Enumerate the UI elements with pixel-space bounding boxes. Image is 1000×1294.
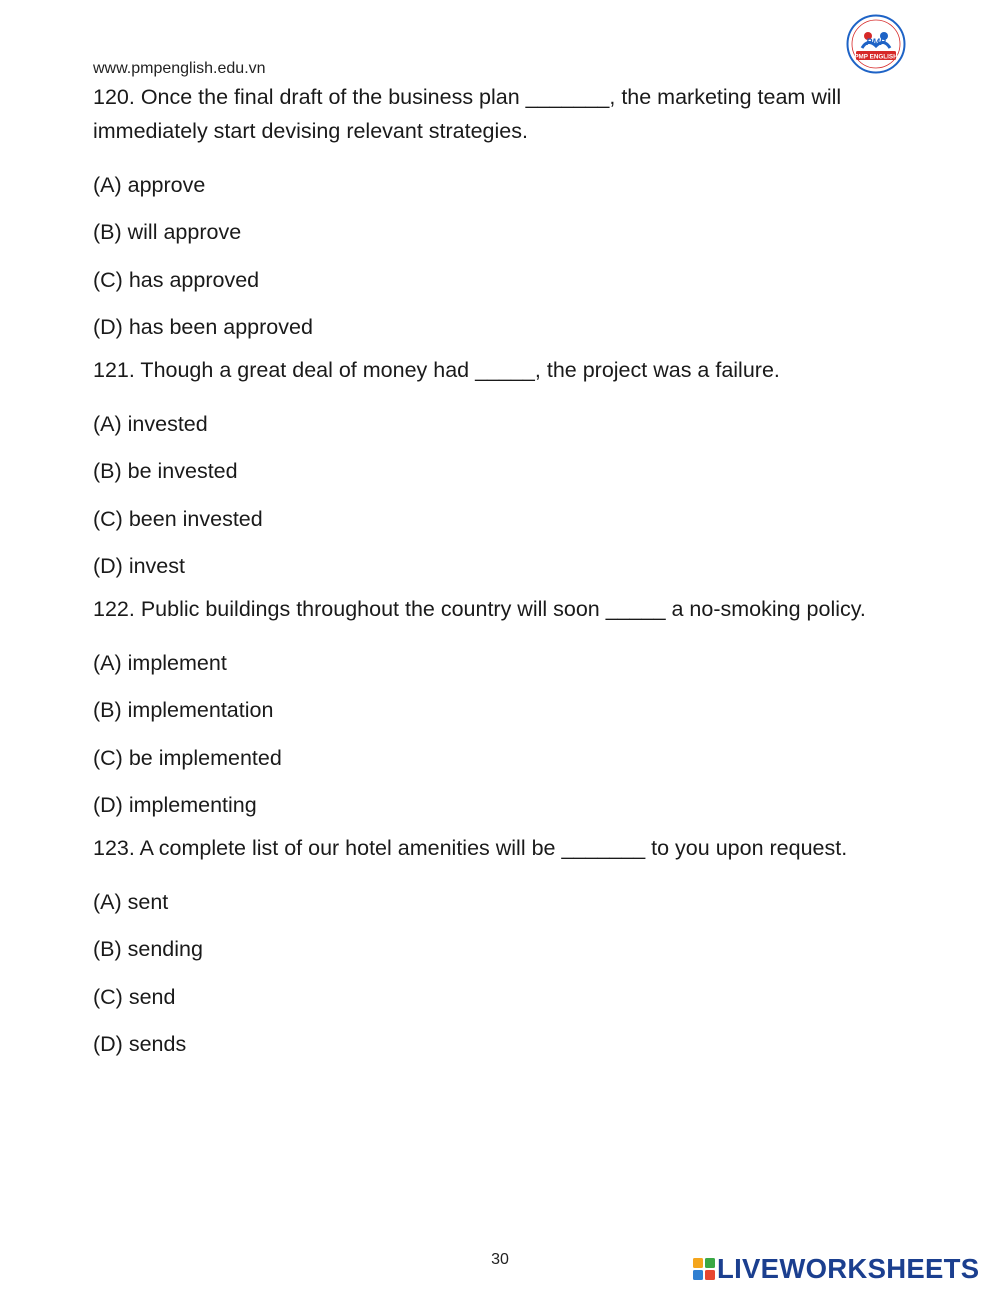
question-text: 123. A complete list of our hotel amenities will be _______ to you upon request. [93, 836, 848, 860]
option-a: (A) sent [93, 889, 169, 914]
svg-text:PMP ENGLISH: PMP ENGLISH [854, 53, 898, 61]
option-c: (C) has approved [93, 267, 260, 292]
liveworksheets-brand [693, 1254, 979, 1284]
option-a: (A) approve [93, 172, 206, 197]
brand-name: LIVEWORKSHEETS [717, 1253, 980, 1284]
question-121 [93, 353, 923, 590]
question-text: 121. Though a great deal of money had _____, the project was a failure. [93, 358, 780, 382]
question-120 [93, 80, 923, 351]
pmp-english-logo [846, 14, 906, 74]
option-b: (B) sending [93, 937, 203, 962]
option-d: (D) implementing [93, 793, 257, 818]
option-b: (B) implementation [93, 698, 274, 723]
page-number: 30 [491, 1251, 509, 1268]
question-122 [93, 592, 923, 829]
question-123 [93, 831, 923, 1068]
option-b: (B) be invested [93, 459, 238, 484]
option-d: (D) sends [93, 1032, 187, 1057]
website-url: www.pmpenglish.edu.vn [93, 60, 266, 77]
question-text: 122. Public buildings throughout the country will soon _____ a no-smoking policy. [93, 597, 866, 621]
option-b: (B) will approve [93, 220, 242, 245]
option-c: (C) be implemented [93, 745, 282, 770]
option-c: (C) been invested [93, 506, 263, 531]
question-text: 120. Once the final draft of the business plan _______, the marketing team will immediately start devising relevant strategies. [93, 85, 842, 143]
option-d: (D) invest [93, 554, 185, 579]
question-list [93, 80, 923, 1068]
liveworksheets-logo-icon [693, 1258, 715, 1280]
option-c: (C) send [93, 984, 176, 1009]
svg-text:PMP: PMP [866, 37, 886, 47]
option-d: (D) has been approved [93, 315, 313, 340]
option-a: (A) invested [93, 411, 208, 436]
option-a: (A) implement [93, 650, 227, 675]
